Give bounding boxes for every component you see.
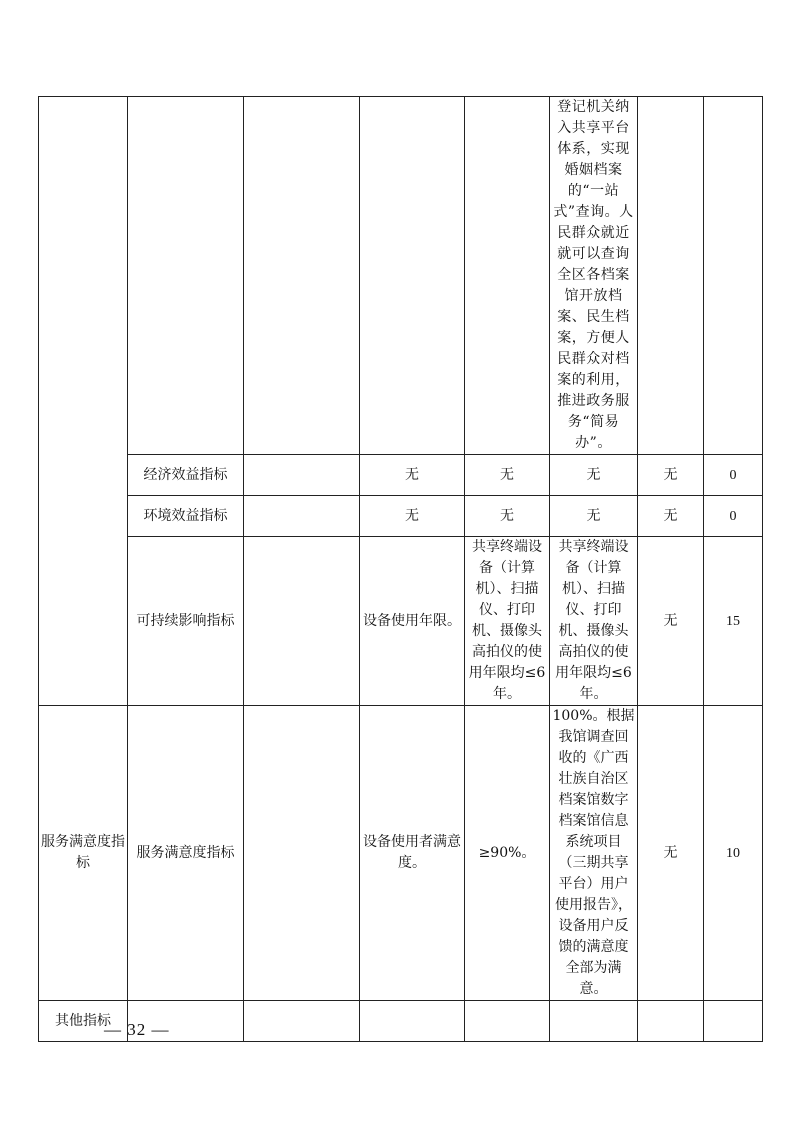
level3-cell bbox=[244, 706, 360, 1001]
score-cell: 0 bbox=[704, 496, 763, 537]
score-cell bbox=[704, 97, 763, 455]
standard-cell: 无 bbox=[465, 455, 550, 496]
level3-cell bbox=[244, 537, 360, 706]
table-row bbox=[39, 706, 763, 1001]
target-cell bbox=[360, 1001, 465, 1042]
level2-cell: 服务满意度指标 bbox=[128, 706, 244, 1001]
page-number: — 32 — bbox=[104, 1020, 170, 1039]
standard-cell bbox=[465, 1001, 550, 1042]
deviation-cell: 无 bbox=[638, 537, 704, 706]
actual-value-cell: 共享终端设备（计算机）、扫描仪、打印机、摄像头高拍仪的使用年限均≤6年。 bbox=[550, 537, 638, 706]
level3-cell bbox=[244, 496, 360, 537]
level2-cell: 经济效益指标 bbox=[128, 455, 244, 496]
level1-cell: 其他指标 bbox=[39, 1001, 128, 1042]
standard-cell: 无 bbox=[465, 496, 550, 537]
score-cell: 10 bbox=[704, 706, 763, 1001]
target-cell: 设备使用年限。 bbox=[360, 537, 465, 706]
actual-value-cell: 无 bbox=[550, 496, 638, 537]
performance-indicator-table bbox=[38, 96, 763, 1042]
standard-cell bbox=[465, 97, 550, 455]
deviation-cell: 无 bbox=[638, 496, 704, 537]
actual-value-cell: 无 bbox=[550, 455, 638, 496]
deviation-cell bbox=[638, 97, 704, 455]
score-cell: 0 bbox=[704, 455, 763, 496]
table-row bbox=[39, 496, 763, 537]
level3-cell bbox=[244, 455, 360, 496]
level1-cell: 服务满意度指标 bbox=[39, 706, 128, 1001]
level3-cell bbox=[244, 1001, 360, 1042]
level2-cell: 可持续影响指标 bbox=[128, 537, 244, 706]
standard-cell: 共享终端设备（计算机）、扫描仪、打印机、摄像头高拍仪的使用年限均≤6年。 bbox=[465, 537, 550, 706]
deviation-cell: 无 bbox=[638, 706, 704, 1001]
level3-cell bbox=[244, 97, 360, 455]
table-row bbox=[39, 455, 763, 496]
target-cell: 无 bbox=[360, 496, 465, 537]
level1-cell-effect bbox=[39, 97, 128, 706]
target-cell: 设备使用者满意度。 bbox=[360, 706, 465, 1001]
table-row bbox=[39, 537, 763, 706]
level2-cell: 环境效益指标 bbox=[128, 496, 244, 537]
score-cell: 15 bbox=[704, 537, 763, 706]
standard-cell: ≥90%。 bbox=[465, 706, 550, 1001]
actual-value-cell bbox=[550, 1001, 638, 1042]
target-cell: 无 bbox=[360, 455, 465, 496]
actual-value-cell: 登记机关纳入共享平台体系，实现婚姻档案的“一站式”查询。人民群众就近就可以查询全区各档案馆开放档案、民生档案，方便人民群众对档案的利用，推进政务服务“简易办”。 bbox=[550, 97, 638, 455]
actual-value-cell: 100%。根据我馆调查回收的《广西壮族自治区档案馆数字档案馆信息系统项目（三期共享平台）用户使用报告》，设备用户反馈的满意度全部为满意。 bbox=[550, 706, 638, 1001]
deviation-cell bbox=[638, 1001, 704, 1042]
deviation-cell: 无 bbox=[638, 455, 704, 496]
level2-cell bbox=[128, 97, 244, 455]
target-cell bbox=[360, 97, 465, 455]
score-cell bbox=[704, 1001, 763, 1042]
table-row bbox=[39, 97, 763, 455]
